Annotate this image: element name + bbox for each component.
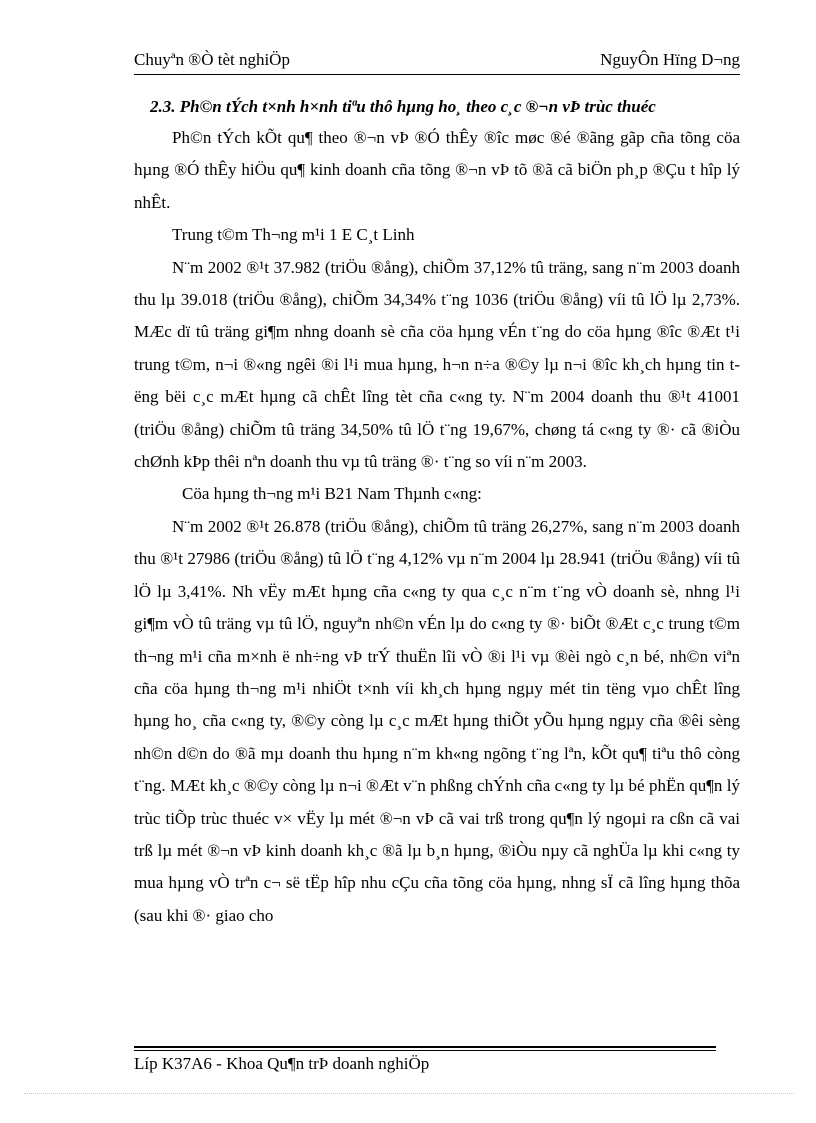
section-heading: 2.3. Ph©n tÝch t×nh h×nh tiªu thô hµng ho¸ theo c¸c ®¬n vÞ trùc thuéc [150, 97, 656, 116]
paragraph-intro: Ph©n tÝch kÕt qu¶ theo ®¬n vÞ ®Ó thÊy ®îc møc ®é ®ãng gãp cña tõng cöa hµng ®Ó thÊy hiÖu qu¶ kinh doanh cña tõng ®¬n vÞ tõ ®ã cã biÖn ph¸p ®Çu t hîp lý nhÊt. [134, 128, 740, 212]
header-document-title: Chuyªn ®Ò tèt nghiÖp [134, 50, 290, 69]
page-bottom-edge [24, 1093, 794, 1094]
footer-divider-thick [134, 1046, 716, 1048]
footer-divider-thin [134, 1050, 716, 1051]
page-header [134, 48, 740, 75]
page-footer: Líp K37A6 - Khoa Qu¶n trÞ doanh nghiÖp [134, 1054, 430, 1073]
paragraph-trade-center: N¨m 2002 ®¹t 37.982 (triÖu ®ång), chiÕm 37,12% tû träng, sang n¨m 2003 doanh thu lµ 39.018 (triÖu ®ång), chiÕm 34,34% t¨ng 1036 (triÖu ®ång) víi tû lÖ lµ 2,73%. MÆc dï tû träng gi¶m nhng doanh sè cña cöa hµng vÉn t¨ng do cöa hµng ®îc ®Æt t¹i trung t©m, n¬i ®«ng ngêi ®i l¹i mua hµng, h¬n n÷a ®©y lµ n¬i ®îc kh¸ch hµng tin tëng bëi c¸c mÆt hµng cã chÊt lîng tèt cña c«ng ty. N¨m 2004 doanh thu ®¹t 41001 (triÖu ®ång) chiÕm tû träng 34,50% tû lÖ t¨ng 19,67%, chøng tá c«ng ty ®· cã ®iÒu chØnh kÞp thêi nªn doanh thu vµ tû träng ®· t¨ng so víi n¨m 2003. [134, 257, 740, 472]
paragraph-b21-store: N¨m 2002 ®¹t 26.878 (triÖu ®ång), chiÕm tû träng 26,27%, sang n¨m 2003 doanh thu ®¹t 27986 (triÖu ®ång) tû lÖ t¨ng 4,12% vµ n¨m 2004 lµ 28.941 (triÖu ®ång) víi tû lÖ lµ 3,41%. Nh vËy mÆt hµng cña c«ng ty qua c¸c n¨m t¨ng vÒ doanh sè, nhng l¹i gi¶m vÒ tû träng vµ tû lÖ, nguyªn nh©n vÉn lµ do c«ng ty ®· biÕt ®Æt c¸c trung t©m th¬ng m¹i cña m×nh ë nh÷ng vÞ trÝ thuËn lîi vÒ ®i l¹i vµ ®èi ngò c¸n bé, nh©n viªn cña cöa hµng th¬ng m¹i nhiÖt t×nh víi kh¸ch hµng ngµy mét tin tëng vµo chÊt lîng hµng ho¸ cña c«ng ty, ®©y còng lµ c¸c mÆt hµng thiÕt yÕu hµng ngµy cña ®êi sèng nh©n d©n do ®ã mµ doanh thu hµng n¨m kh«ng ngõng t¨ng lªn, kÕt qu¶ tiªu thô còng t¨ng. MÆt kh¸c ®©y còng lµ n¬i ®Æt v¨n phßng chÝnh cña c«ng ty lµ bé phËn qu¶n lý trùc tiÕp trùc thuéc v× vËy lµ mét ®¬n vÞ cã vai trß trong qu¶n lý ngoµi ra cßn cã vai trß lµ mét ®¬n vÞ kinh doanh kh¸c ®ã lµ b¸n hµng, ®iÒu nµy cã nghÜa lµ khi c«ng ty mua hµng vÒ trªn c¬ së tËp hîp nhu cÇu cña tõng cöa hµng, nhng sÏ cã lîng hµng thõa (sau khi ®· giao cho [134, 516, 740, 925]
subheading-b21-store: Cöa hµng th¬ng m¹i B21 Nam Thµnh c«ng: [182, 484, 482, 504]
subheading-trade-center: Trung t©m Th¬ng m¹i 1 E C¸t Linh [172, 225, 415, 245]
header-author-name: NguyÔn Hïng D¬ng [600, 50, 740, 69]
page-body [134, 92, 740, 932]
